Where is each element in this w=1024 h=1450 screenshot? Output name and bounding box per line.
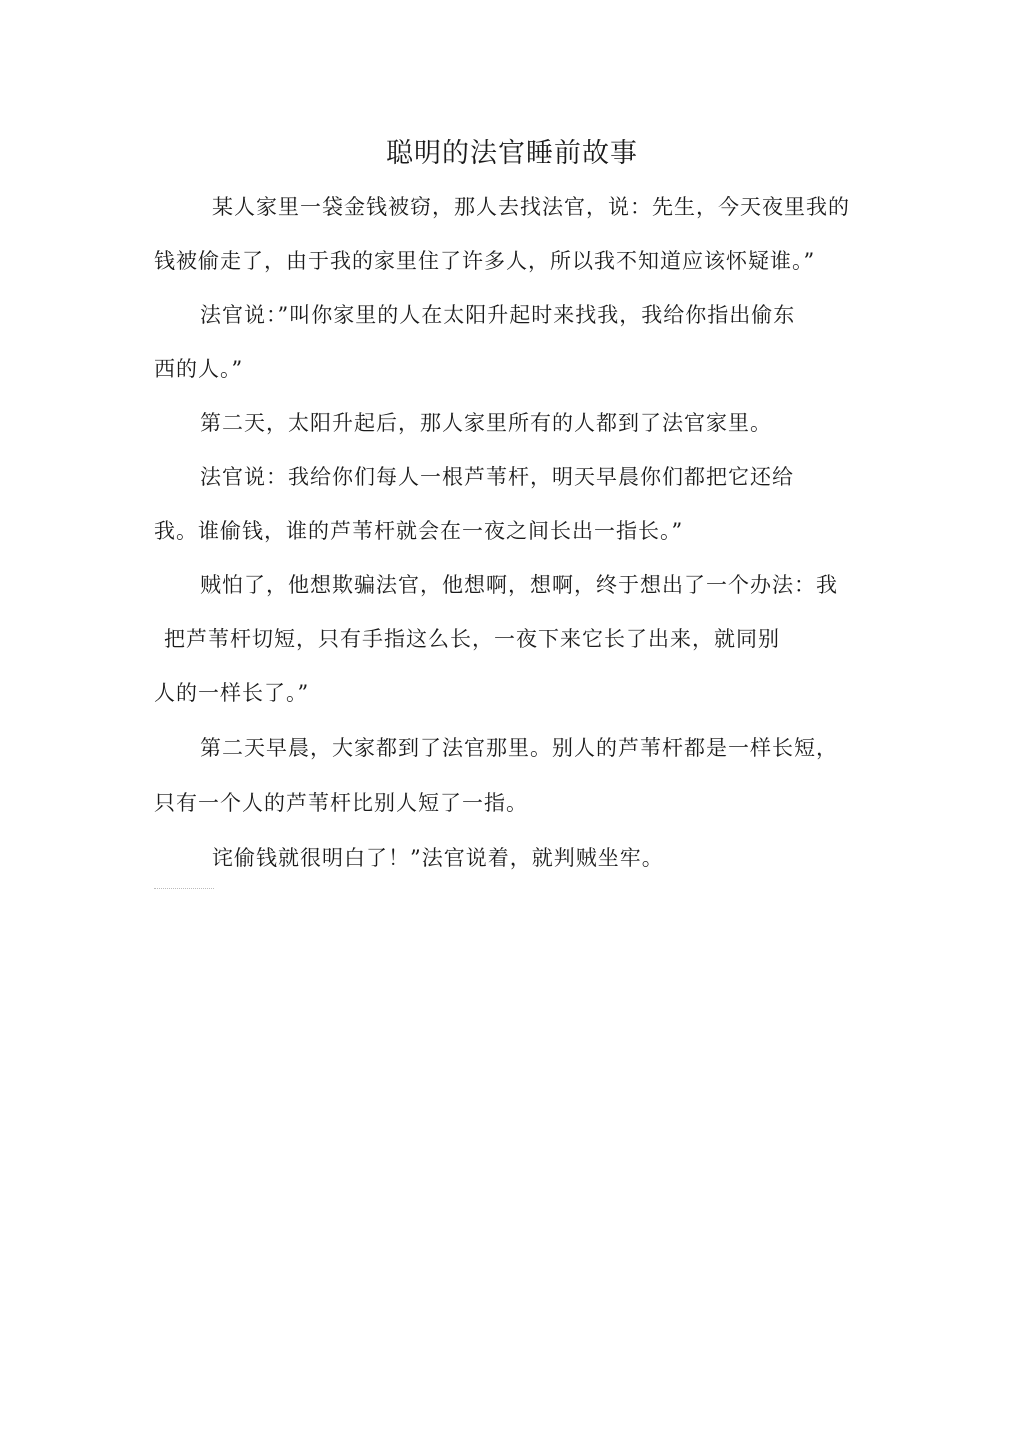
document-title: 聪明的法官睡前故事 <box>386 138 638 169</box>
text-line-6: 法官说：我给你们每人一根芦苇杆，明天早晨你们都把它还给 <box>200 465 794 489</box>
text-line-12: 只有一个人的芦苇杆比别人短了一指。 <box>154 791 528 815</box>
text-line-5: 第二天，太阳升起后，那人家里所有的人都到了法官家里。 <box>200 411 772 435</box>
footer-divider <box>154 888 214 889</box>
text-line-8: 贼怕了，他想欺骗法官，他想啊，想啊，终于想出了一个办法：我 <box>200 573 838 597</box>
text-line-1: 某人家里一袋金钱被窃，那人去找法官，说：先生，今天夜里我的 <box>212 195 850 219</box>
text-line-11: 第二天早晨，大家都到了法官那里。别人的芦苇杆都是一样长短， <box>200 736 838 760</box>
text-line-10: 人的一样长了。” <box>154 681 310 705</box>
text-line-9: 把芦苇杆切短，只有手指这么长，一夜下来它长了出来，就同别 <box>164 627 780 651</box>
text-line-7: 我。谁偷钱，谁的芦苇杆就会在一夜之间长出一指长。” <box>154 519 684 543</box>
text-line-2: 钱被偷走了，由于我的家里住了许多人，所以我不知道应该怀疑谁。” <box>154 249 816 273</box>
text-line-13: 诧偷钱就很明白了！”法官说着，就判贼坐牢。 <box>212 846 664 870</box>
text-line-4: 西的人。” <box>154 357 244 381</box>
text-line-3: 法官说：”叫你家里的人在太阳升起时来找我，我给你指出偷东 <box>200 303 796 327</box>
